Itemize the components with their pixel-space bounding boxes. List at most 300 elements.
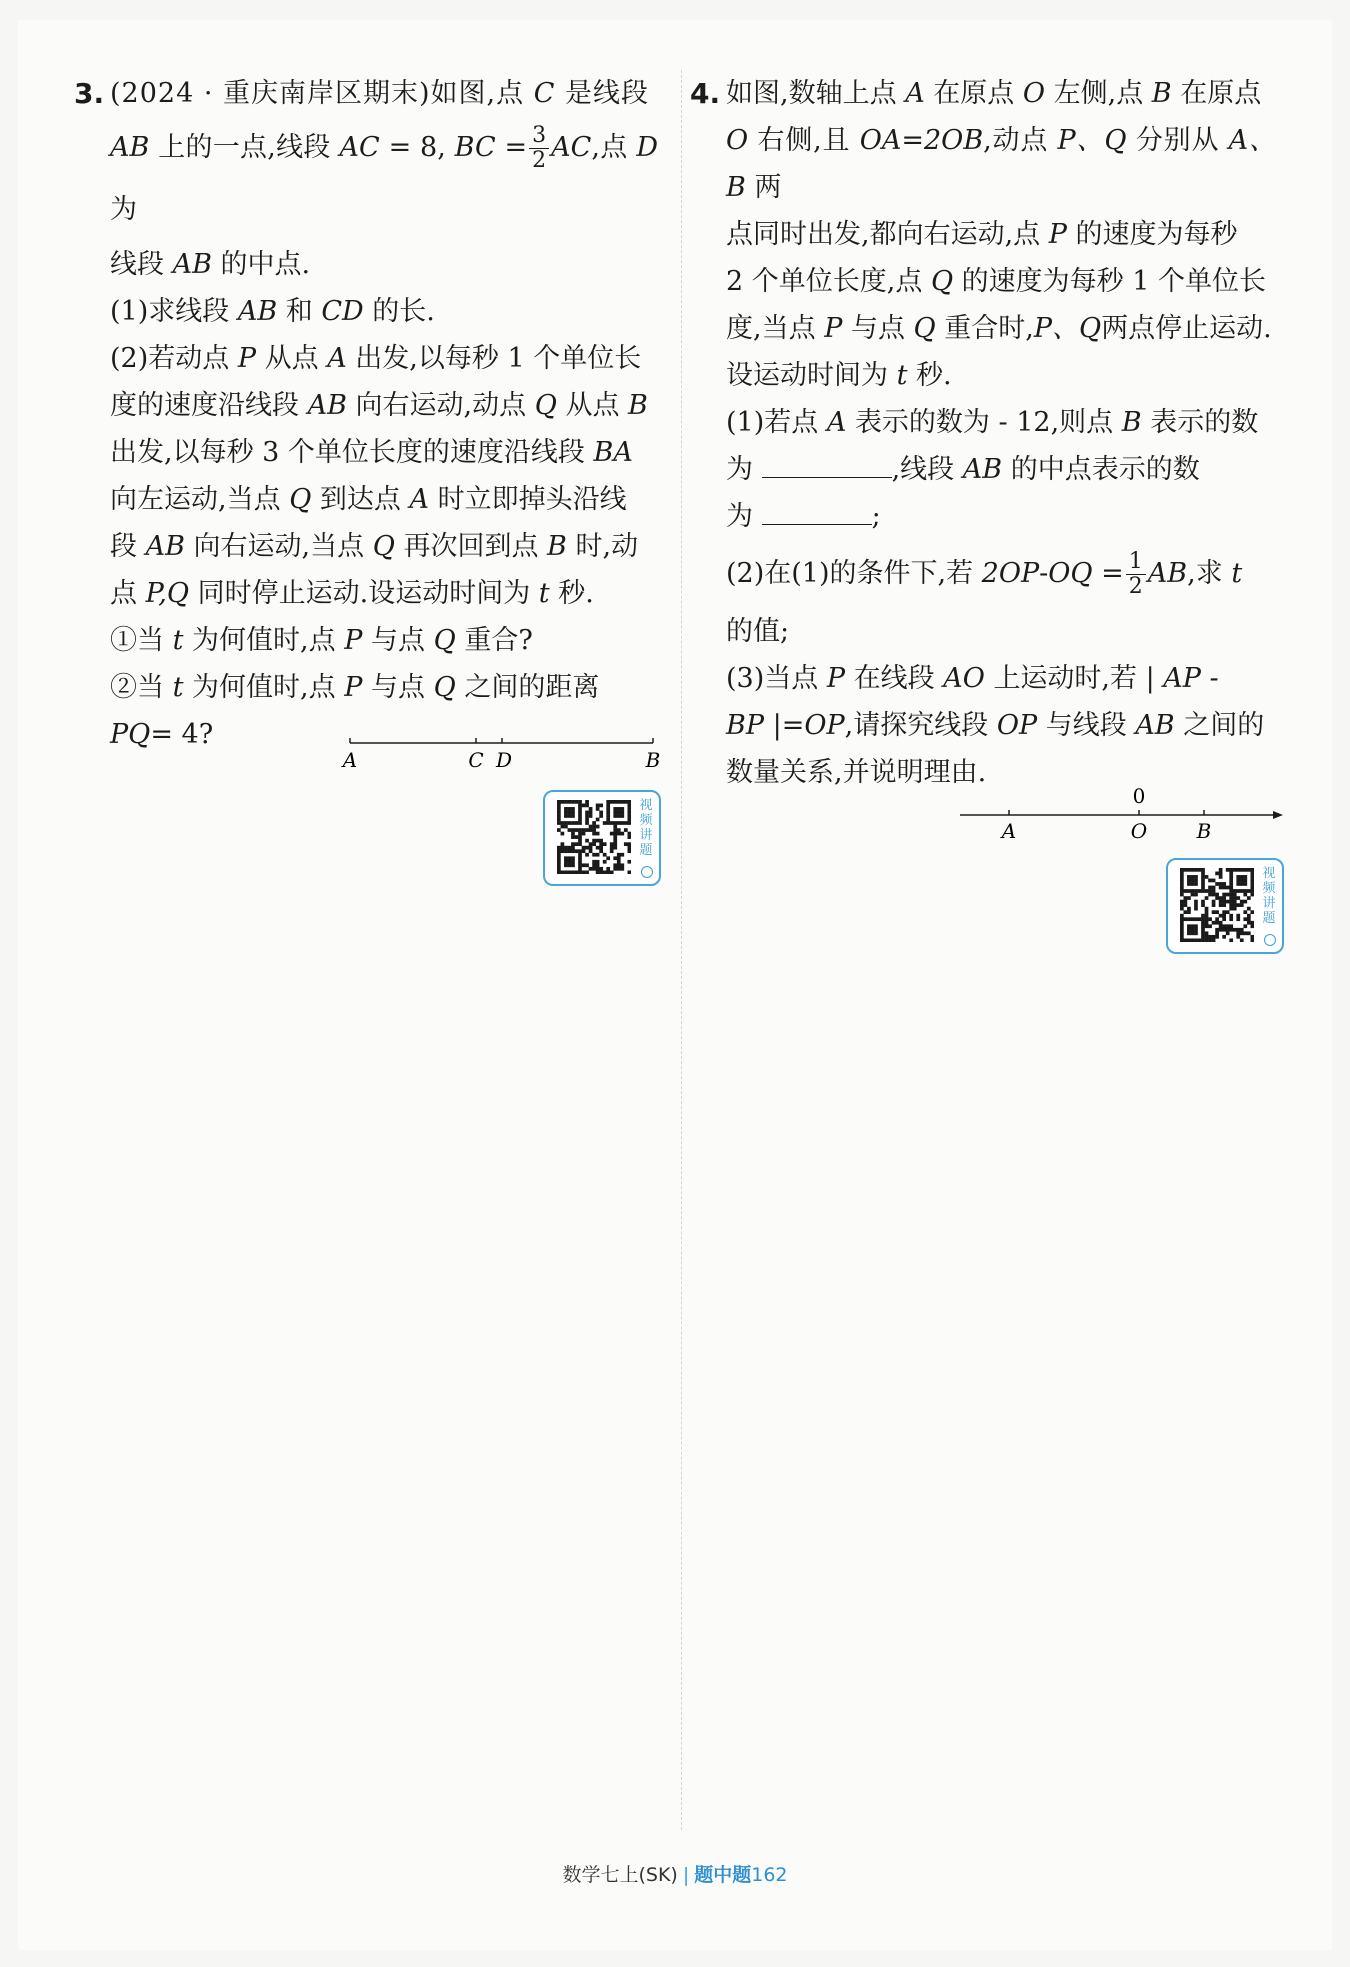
sub-question-2: ②当 t 为何值时,点 P 与点 Q 之间的距离 (110, 672, 600, 703)
qr-module (1233, 893, 1237, 897)
qr-module (585, 800, 589, 804)
qr-module (1212, 889, 1216, 893)
qr-module (1205, 935, 1209, 939)
question-4-text: 如图,数轴上点 A 在原点 O 左侧,点 B 在原点 O 右侧,且 OA=2OB,动点 P、Q 分别从 A、B 两 点同时出发,都向右运动,点 P 的速度为每秒 2 个单位长度,点 Q 的速度为每秒 1 个单位长 度,当点 P 与点 Q 重合时,P、Q两点停止运动. 设运动时间为 t 秒. (1)若点 A 表示的数为 - 12,则点 B 表示的数 为 ,线段 AB 的中点表示的数 为 ; (2)在(1)的条件下,若 2OP-OQ = $\frac{1}{2}$ AB,求 t 的值; (3)当点 P 在线段 AO 上运动时,若 | AP - BP |=OP,请探究线段 OP 与线段 AB 之间的 数量关系,并说明理由. (726, 78, 1276, 788)
qr-module (1180, 907, 1184, 911)
video-qr-code-q3[interactable] (543, 790, 661, 886)
qr-module (1226, 910, 1230, 914)
qr-module (578, 818, 582, 822)
qr-module (557, 863, 561, 867)
qr-module (1191, 882, 1195, 886)
qr-module (561, 825, 565, 829)
qr-module (1236, 879, 1240, 883)
qr-module (620, 853, 624, 857)
qr-module (620, 821, 624, 825)
qr-module (1219, 868, 1223, 872)
qr-module (596, 870, 600, 874)
qr-module (571, 860, 575, 864)
qr-module (1201, 872, 1205, 876)
qr-module (1194, 875, 1198, 879)
qr-module (596, 863, 600, 867)
qr-module (589, 807, 593, 811)
qr-module (592, 860, 596, 864)
book-title: 数学七上(SK) (562, 1864, 678, 1886)
label-a: A (1001, 819, 1017, 843)
qr-module (1191, 868, 1195, 872)
qr-module (568, 821, 572, 825)
qr-module (1236, 875, 1240, 879)
qr-module (578, 860, 582, 864)
qr-module (1243, 924, 1247, 928)
qr-module (1236, 882, 1240, 886)
qr-module (1208, 879, 1212, 883)
qr-module (582, 846, 586, 850)
qr-module (585, 863, 589, 867)
qr-module (1180, 931, 1184, 935)
qr-module (624, 842, 628, 846)
qr-module (613, 835, 617, 839)
qr-module (620, 811, 624, 815)
qr-module (1194, 879, 1198, 883)
qr-module (1187, 928, 1191, 932)
qr-module (627, 870, 631, 874)
qr-module (1222, 882, 1226, 886)
qr-module (564, 856, 568, 860)
qr-module (561, 800, 565, 804)
qr-module (1236, 935, 1240, 939)
qr-module (1229, 907, 1233, 911)
qr-module (1233, 900, 1237, 904)
qr-module (592, 832, 596, 836)
series-name: 题中题 (694, 1864, 752, 1886)
qr-module (610, 870, 614, 874)
qr-module (1240, 889, 1244, 893)
qr-module (606, 818, 610, 822)
qr-module (1212, 935, 1216, 939)
qr-module (627, 807, 631, 811)
qr-module (606, 870, 610, 874)
qr-module (578, 821, 582, 825)
qr-module (1180, 903, 1184, 907)
qr-module (599, 811, 603, 815)
qr-module (575, 842, 579, 846)
part-2: (2)在(1)的条件下,若 2OP-OQ = $\frac{1}{2}$ AB,求 t (726, 549, 1243, 599)
qr-module (1247, 868, 1251, 872)
qr-module (557, 811, 561, 815)
answer-blank-1[interactable] (762, 451, 892, 478)
qr-module (1250, 924, 1254, 928)
qr-module (1215, 921, 1219, 925)
qr-module (568, 800, 572, 804)
qr-module (603, 842, 607, 846)
qr-module (1240, 879, 1244, 883)
qr-module (1215, 872, 1219, 876)
qr-module (1247, 921, 1251, 925)
qr-module (1222, 886, 1226, 890)
qr-module (578, 828, 582, 832)
qr-module (1229, 903, 1233, 907)
source-tag: (2024 · 重庆南岸区期末) (110, 78, 431, 109)
qr-module (1191, 917, 1195, 921)
qr-module (1194, 928, 1198, 932)
qr-module (1219, 903, 1223, 907)
qr-module (557, 846, 561, 850)
qr-module (1201, 889, 1205, 893)
qr-module (1240, 868, 1244, 872)
qr-module (1180, 914, 1184, 918)
qr-module (564, 870, 568, 874)
qr-module (1243, 910, 1247, 914)
qr-module (1194, 868, 1198, 872)
qr-module (1180, 924, 1184, 928)
qr-module (557, 867, 561, 871)
qr-module (1243, 917, 1247, 921)
qr-module (1222, 917, 1226, 921)
qr-module (582, 863, 586, 867)
label-b: B (645, 748, 661, 772)
qr-module (578, 863, 582, 867)
qr-module (1236, 928, 1240, 932)
qr-module (1194, 889, 1198, 893)
qr-module (575, 835, 579, 839)
qr-module (1194, 931, 1198, 935)
qr-module (557, 860, 561, 864)
qr-module (1198, 917, 1202, 921)
qr-module (571, 832, 575, 836)
qr-module (571, 814, 575, 818)
qr-module (1240, 938, 1244, 942)
qr-module (1247, 931, 1251, 935)
qr-module (589, 867, 593, 871)
qr-module (620, 832, 624, 836)
qr-module (1229, 917, 1233, 921)
qr-module (564, 846, 568, 850)
qr-module (1201, 924, 1205, 928)
qr-module (1229, 889, 1233, 893)
qr-module (596, 825, 600, 829)
label-b: B (1196, 819, 1212, 843)
qr-module (1184, 868, 1188, 872)
qr-module (1187, 938, 1191, 942)
play-icon (641, 866, 653, 878)
qr-module (606, 800, 610, 804)
qr-module (1184, 917, 1188, 921)
qr-module (613, 839, 617, 843)
qr-module (564, 849, 568, 853)
qr-module (1219, 886, 1223, 890)
qr-module (617, 856, 621, 860)
qr-module (1205, 907, 1209, 911)
qr-module (571, 842, 575, 846)
qr-module (627, 860, 631, 864)
qr-module (578, 814, 582, 818)
qr-module (1215, 935, 1219, 939)
qr-module (1201, 935, 1205, 939)
qr-module (1184, 910, 1188, 914)
qr-module (571, 849, 575, 853)
qr-module (1187, 879, 1191, 883)
fraction: $\frac{3}{2}$ (529, 124, 549, 173)
qr-module (582, 804, 586, 808)
qr-code-icon (557, 800, 631, 874)
qr-module (568, 828, 572, 832)
qr-module (1191, 879, 1195, 883)
qr-module (1226, 928, 1230, 932)
qr-module (1233, 907, 1237, 911)
qr-module (613, 807, 617, 811)
qr-module (1233, 868, 1237, 872)
qr-module (1205, 896, 1209, 900)
qr-module (564, 814, 568, 818)
qr-module (1205, 921, 1209, 925)
qr-module (1229, 938, 1233, 942)
part-1: (1)若点 A 表示的数为 - 12,则点 B 表示的数 (726, 407, 1259, 438)
qr-module (1187, 924, 1191, 928)
column-divider (681, 70, 682, 1830)
page-number: 162 (751, 1864, 788, 1886)
qr-module (1229, 882, 1233, 886)
qr-module (1243, 879, 1247, 883)
qr-module (1236, 903, 1240, 907)
qr-module (613, 825, 617, 829)
qr-module (1180, 886, 1184, 890)
qr-module (1205, 889, 1209, 893)
fraction: $\frac{1}{2}$ (1126, 550, 1146, 599)
qr-module (1250, 882, 1254, 886)
qr-module (1222, 928, 1226, 932)
qr-module (564, 825, 568, 829)
qr-module (1250, 868, 1254, 872)
qr-module (1194, 893, 1198, 897)
qr-module (585, 814, 589, 818)
qr-module (606, 814, 610, 818)
qr-module (1212, 910, 1216, 914)
qr-module (1180, 938, 1184, 942)
qr-module (557, 800, 561, 804)
qr-module (1243, 868, 1247, 872)
qr-module (1233, 896, 1237, 900)
qr-module (582, 870, 586, 874)
qr-module (1184, 900, 1188, 904)
qr-module (613, 800, 617, 804)
qr-module (568, 860, 572, 864)
video-qr-code-q4[interactable] (1166, 858, 1284, 954)
qr-module (557, 821, 561, 825)
qr-module (1194, 903, 1198, 907)
qr-module (578, 867, 582, 871)
qr-module (606, 856, 610, 860)
qr-module (592, 853, 596, 857)
qr-module (585, 839, 589, 843)
qr-module (1191, 893, 1195, 897)
qr-module (578, 842, 582, 846)
qr-module (617, 867, 621, 871)
qr-module (1187, 868, 1191, 872)
qr-module (617, 832, 621, 836)
qr-module (568, 870, 572, 874)
qr-module (1229, 900, 1233, 904)
qr-module (1205, 917, 1209, 921)
qr-module (1247, 907, 1251, 911)
qr-module (627, 818, 631, 822)
qr-module (613, 846, 617, 850)
qr-module (1240, 931, 1244, 935)
qr-module (1222, 914, 1226, 918)
qr-module (599, 870, 603, 874)
qr-module (1180, 879, 1184, 883)
qr-module (1250, 921, 1254, 925)
qr-module (613, 821, 617, 825)
qr-module (589, 825, 593, 829)
qr-module (575, 828, 579, 832)
qr-module (1201, 928, 1205, 932)
qr-module (568, 849, 572, 853)
qr-module (606, 821, 610, 825)
qr-module (557, 828, 561, 832)
qr-module (596, 867, 600, 871)
qr-module (613, 811, 617, 815)
segment-figure-q3 (330, 728, 670, 778)
qr-module (606, 867, 610, 871)
qr-module (599, 846, 603, 850)
qr-module (1180, 868, 1184, 872)
qr-module (1201, 882, 1205, 886)
qr-module (617, 807, 621, 811)
qr-module (1205, 924, 1209, 928)
qr-module (1229, 875, 1233, 879)
qr-module (568, 856, 572, 860)
qr-module (592, 839, 596, 843)
qr-module (1247, 896, 1251, 900)
question-number: 4. (690, 77, 721, 110)
qr-module (575, 849, 579, 853)
qr-module (571, 800, 575, 804)
qr-module (561, 846, 565, 850)
qr-module (610, 821, 614, 825)
qr-module (610, 849, 614, 853)
qr-module (1201, 914, 1205, 918)
qr-module (617, 863, 621, 867)
qr-module (599, 867, 603, 871)
qr-module (1187, 882, 1191, 886)
qr-module (1243, 893, 1247, 897)
qr-module (617, 828, 621, 832)
qr-module (585, 821, 589, 825)
qr-module (1205, 931, 1209, 935)
question-3-text: (2024 · 重庆南岸区期末)如图,点 C 是线段 AB 上的一点,线段 AC = 8, BC = $\frac{3}{2}$ AC,点 D 为 线段 AB 的中点. (1)求线段 AB 和 CD 的长. (2)若动点 P 从点 A 出发,以每秒 1 个单位长 度的速度沿线段 AB 向右运动,动点 Q 从点 B 出发,以每秒 3 个单位长度的速度沿线段 BA 向左运动,当点 Q 到达点 A 时立即掉头沿线 段 AB 向右运动,当点 Q 再次回到点 B 时,动 点 P,Q 同时停止运动.设运动时间为 t 秒. ①当 t 为何值时,点 P 与点 Q 重合? ②当 t 为何值时,点 P 与点 Q 之间的距离 PQ= 4? (110, 78, 658, 750)
qr-module (1191, 889, 1195, 893)
qr-module (606, 807, 610, 811)
qr-module (1201, 875, 1205, 879)
qr-module (557, 818, 561, 822)
qr-module (596, 860, 600, 864)
qr-module (603, 821, 607, 825)
qr-module (1236, 914, 1240, 918)
qr-module (1215, 882, 1219, 886)
qr-module (1191, 931, 1195, 935)
qr-module (1243, 900, 1247, 904)
qr-module (568, 814, 572, 818)
qr-module (1250, 910, 1254, 914)
qr-module (578, 839, 582, 843)
qr-module (582, 849, 586, 853)
qr-module (1180, 875, 1184, 879)
qr-module (571, 835, 575, 839)
qr-module (592, 863, 596, 867)
qr-module (1212, 903, 1216, 907)
qr-module (557, 853, 561, 857)
qr-module (1180, 935, 1184, 939)
qr-module (571, 811, 575, 815)
qr-module (620, 814, 624, 818)
qr-module (1201, 921, 1205, 925)
qr-module (1250, 875, 1254, 879)
qr-module (1201, 938, 1205, 942)
qr-module (585, 811, 589, 815)
qr-module (610, 846, 614, 850)
qr-module (617, 811, 621, 815)
qr-module (1205, 910, 1209, 914)
qr-module (1215, 928, 1219, 932)
qr-module (571, 807, 575, 811)
qr-module (603, 870, 607, 874)
qr-module (1243, 882, 1247, 886)
qr-module (1229, 896, 1233, 900)
qr-module (557, 849, 561, 853)
qr-module (1180, 928, 1184, 932)
qr-module (617, 821, 621, 825)
qr-module (1219, 896, 1223, 900)
qr-module (585, 846, 589, 850)
qr-module (617, 860, 621, 864)
qr-module (592, 867, 596, 871)
qr-module (568, 811, 572, 815)
video-label: 视频讲题 (1262, 866, 1276, 926)
answer-blank-2[interactable] (762, 498, 872, 525)
qr-module (1233, 903, 1237, 907)
qr-module (599, 842, 603, 846)
qr-module (571, 870, 575, 874)
part-3: (3)当点 P 在线段 AO 上运动时,若 | AP - (726, 663, 1219, 694)
qr-module (1194, 882, 1198, 886)
qr-module (613, 867, 617, 871)
qr-module (596, 807, 600, 811)
qr-module (564, 821, 568, 825)
qr-module (1229, 879, 1233, 883)
qr-module (1201, 903, 1205, 907)
qr-module (1180, 872, 1184, 876)
qr-module (1219, 872, 1223, 876)
qr-module (599, 814, 603, 818)
qr-module (1247, 917, 1251, 921)
sub-question-1: ①当 t 为何值时,点 P 与点 Q 重合? (110, 625, 533, 656)
qr-module (1194, 938, 1198, 942)
qr-module (585, 818, 589, 822)
qr-module (1219, 914, 1223, 918)
qr-module (1198, 868, 1202, 872)
qr-module (1240, 928, 1244, 932)
qr-module (606, 811, 610, 815)
qr-module (571, 828, 575, 832)
qr-module (1184, 896, 1188, 900)
qr-module (1191, 924, 1195, 928)
qr-module (1184, 903, 1188, 907)
qr-module (1205, 938, 1209, 942)
qr-module (627, 835, 631, 839)
qr-module (1194, 900, 1198, 904)
qr-module (1212, 921, 1216, 925)
qr-module (564, 863, 568, 867)
